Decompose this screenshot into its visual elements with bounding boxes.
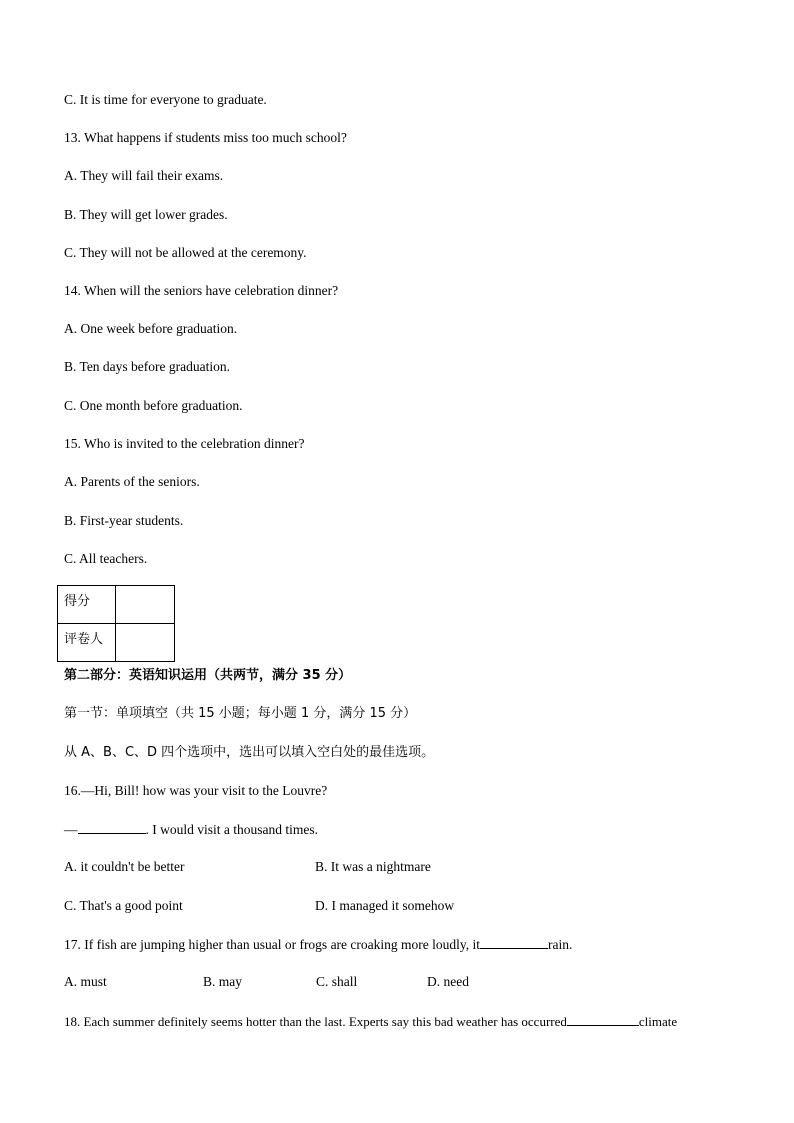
q17-question-start: 17. If fish are jumping higher than usual or frogs are croaking more loudly, it [64,937,481,952]
q16-option-c: C. That's a good point [64,898,183,913]
q16-reply-dash: — [64,822,78,837]
q16-reply [64,820,318,839]
q15-question: 15. Who is invited to the celebration dinner? [64,436,305,451]
q18-question-end: climate [638,1014,678,1029]
q13-option-c: C. They will not be allowed at the ceremony. [64,245,307,260]
q14-option-b: B. Ten days before graduation. [64,359,231,374]
section1-instruction: 从 A、B、C、D 四个选项中，选出可以填入空白处的最佳选项。 [64,745,435,760]
score-label: 得分 [58,586,116,624]
q17-question [64,935,572,954]
q12-option-c: C. It is time for everyone to graduate. [64,92,267,107]
q17-option-a: A. must [64,974,107,989]
q17-answer-blank[interactable] [480,935,548,949]
q17-question-end: rain. [548,937,573,952]
q16-option-b: B. It was a nightmare [315,859,431,874]
q14-option-c: C. One month before graduation. [64,398,243,413]
score-cell[interactable] [116,586,175,624]
q16-answer-blank[interactable] [78,820,146,834]
q13-question: 13. What happens if students miss too much school? [64,130,347,145]
q15-option-a: A. Parents of the seniors. [64,474,200,489]
q14-option-a: A. One week before graduation. [64,321,238,336]
q16-option-d: D. I managed it somehow [315,898,455,913]
q13-option-b: B. They will get lower grades. [64,207,228,222]
q17-option-d: D. need [427,974,469,989]
q16-reply-suffix: . I would visit a thousand times. [145,822,318,837]
q18-question [64,1012,677,1031]
q17-option-c: C. shall [316,974,358,989]
section1-heading: 第一节：单项填空（共 15 小题；每小题 1 分，满分 15 分） [64,706,417,721]
grader-label: 评卷人 [58,624,116,662]
q13-option-a: A. They will fail their exams. [64,168,224,183]
score-table [57,585,175,662]
q16-question: 16.—Hi, Bill! how was your visit to the Louvre? [64,783,328,798]
q18-answer-blank[interactable] [567,1012,639,1026]
q14-question: 14. When will the seniors have celebration dinner? [64,283,339,298]
q18-question-start: 18. Each summer definitely seems hotter than the last. Experts say this bad weather has occurred [64,1014,567,1029]
q16-option-a: A. it couldn't be better [64,859,185,874]
grader-cell[interactable] [116,624,175,662]
q15-option-b: B. First-year students. [64,513,184,528]
part2-title: 第二部分：英语知识运用（共两节，满分 35 分） [64,668,352,683]
q17-option-b: B. may [203,974,242,989]
q15-option-c: C. All teachers. [64,551,148,566]
